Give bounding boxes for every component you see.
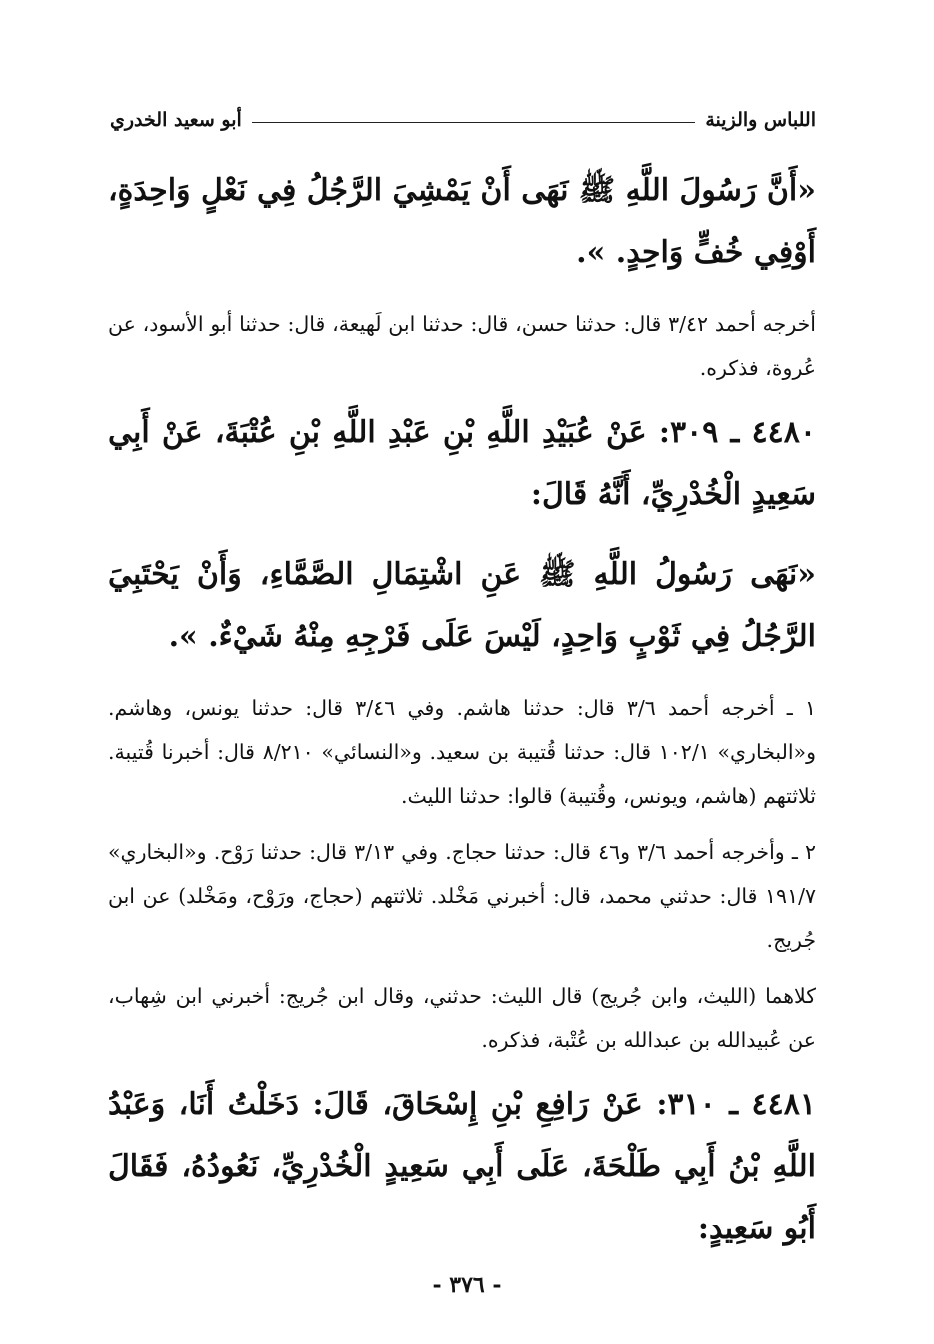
takhrij-note: ١ ـ أخرجه أحمد ٣/٦ قال: حدثنا هاشم. وفي ٣/٤٦ قال: حدثنا يونس، وهاشم. و«البخاري» ١٠٢/١ قال: حدثنا قُتيبة بن سعيد. و«النسائي» ٨/٢١٠ قال: أخبرنا قُتيبة. ثلاثتهم (هاشم، ويونس، وقُتيبة) قالوا: حدثنا الليث. <box>108 696 816 808</box>
hadith-heading: ٤٤٨٠ ـ ٣٠٩: عَنْ عُبَيْدِ اللَّهِ بْنِ عَبْدِ اللَّهِ بْنِ عُتْبَةَ، عَنْ أَبِي سَعِيدٍ الْخُدْرِيِّ، أَنَّهُ قَالَ: <box>108 415 817 512</box>
section-title: أبو سعيد الخدري <box>110 109 242 131</box>
header-rule <box>252 122 696 123</box>
hadith-text: «أَنَّ رَسُولَ اللَّهِ ﷺ نَهَى أَنْ يَمْشِيَ الرَّجُلُ فِي نَعْلٍ وَاحِدَةٍ، أَوْفِي خُفٍّ وَاحِدٍ. ». <box>108 173 816 270</box>
page-body <box>108 160 816 1278</box>
takhrij-note: كلاهما (الليث، وابن جُريج) قال الليث: حدثني، وقال ابن جُريج: أخبرني ابن شِهاب، عن عُبيدالله بن عبدالله بن عُتْبة، فذكره. <box>108 984 816 1052</box>
takhrij-note: ٢ ـ وأخرجه أحمد ٣/٦ و٤٦ قال: حدثنا حجاج. وفي ٣/١٣ قال: حدثنا رَوْح. و«البخاري» ١٩١/٧ قال: حدثني محمد، قال: أخبرني مَخْلد. ثلاثتهم (حجاج، ورَوْح، ومَخْلد) عن ابن جُريج. <box>108 840 817 952</box>
hadith-heading: ٤٤٨١ ـ ٣١٠: عَنْ رَافِعِ بْنِ إِسْحَاقَ، قَالَ: دَخَلْتُ أَنَا، وَعَبْدُ اللَّهِ بْنُ أَبِي طَلْحَةَ، عَلَى أَبِي سَعِيدٍ الْخُدْرِيِّ، نَعُودُهُ، فَقَالَ أَبُو سَعِيدٍ: <box>108 1087 816 1246</box>
book-title: اللباس والزينة <box>705 109 816 131</box>
page-number: - ٣٧٦ - <box>432 1272 502 1298</box>
takhrij-note: أخرجه أحمد ٣/٤٢ قال: حدثنا حسن، قال: حدثنا ابن لَهيعة، قال: حدثنا أبو الأسود، عن عُروة، فذكره. <box>108 312 816 380</box>
running-header <box>110 100 816 140</box>
hadith-text: «نَهَى رَسُولُ اللَّهِ ﷺ عَنِ اشْتِمَالِ الصَّمَّاءِ، وَأَنْ يَحْتَبِيَ الرَّجُلُ فِي ثَوْبٍ وَاحِدٍ، لَيْسَ عَلَى فَرْجِهِ مِنْهُ شَيْءٌ. ». <box>108 557 816 654</box>
